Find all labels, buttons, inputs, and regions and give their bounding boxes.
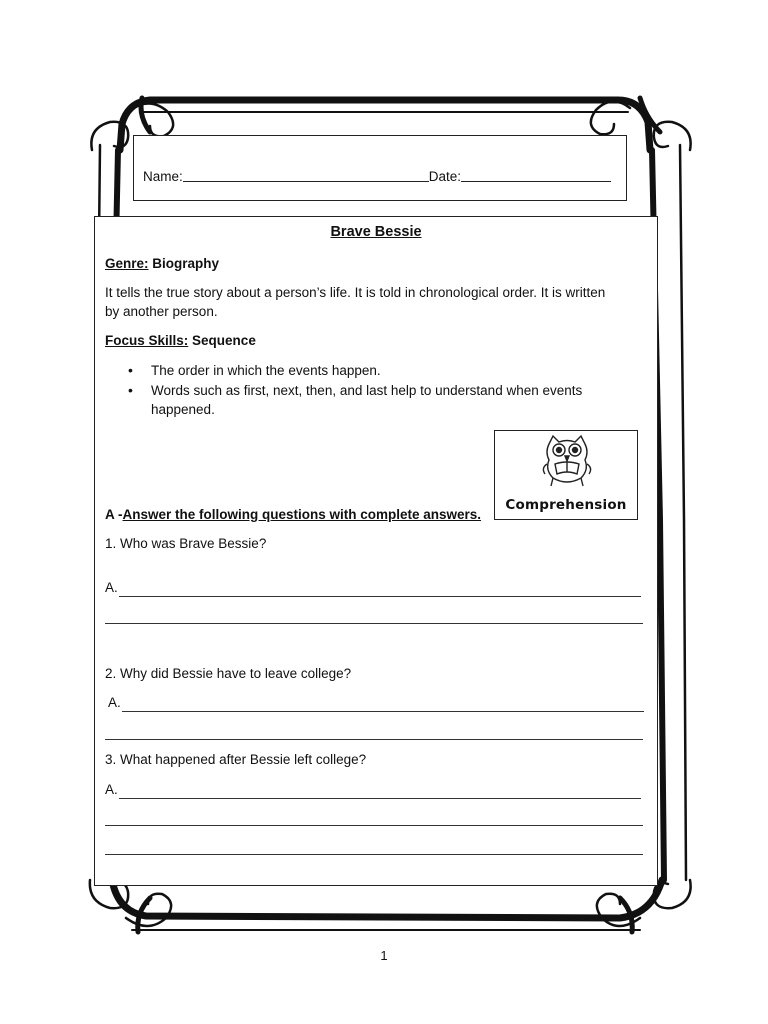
bullet-item-1: The order in which the events happen. (151, 363, 381, 378)
bullet-item-2-cont: happened. (151, 402, 215, 417)
section-a-instruction: Answer the following questions with complete answers. (122, 507, 482, 522)
focus-value: Sequence (192, 333, 256, 348)
bullet-item-2: Words such as first, next, then, and last help to understand when events (151, 383, 583, 398)
answer-1-line-2[interactable] (105, 623, 643, 624)
bullet-dot-1: • (128, 362, 133, 378)
page-number: 1 (380, 948, 388, 963)
comprehension-label: Comprehension (505, 497, 627, 513)
bullet-dot-2: • (128, 382, 133, 398)
answer-1-label: A. (105, 580, 118, 595)
worksheet-content (94, 216, 658, 886)
genre-value: Biography (152, 256, 220, 271)
name-label: Name: (143, 169, 183, 184)
section-a-prefix: A - (105, 507, 123, 522)
answer-3-line-1[interactable] (119, 798, 641, 799)
focus-row (105, 333, 256, 348)
genre-row (105, 256, 219, 271)
answer-3-line-3[interactable] (105, 854, 643, 855)
page-title: Brave Bessie (330, 224, 422, 240)
section-a-heading (105, 507, 481, 522)
answer-3-line-2[interactable] (105, 825, 643, 826)
question-3: 3. What happened after Bessie left college? (105, 752, 367, 767)
date-label: Date: (428, 169, 462, 184)
name-date-row (143, 169, 611, 184)
focus-label: Focus Skills: (105, 333, 189, 348)
date-blank[interactable] (461, 169, 611, 182)
question-1: 1. Who was Brave Bessie? (105, 536, 267, 551)
genre-label: Genre: (105, 256, 149, 271)
question-2: 2. Why did Bessie have to leave college? (105, 666, 352, 681)
answer-2-line-2[interactable] (105, 739, 643, 740)
answer-2-line-1[interactable] (122, 711, 644, 712)
name-date-box (133, 135, 627, 201)
answer-3-label: A. (105, 782, 118, 797)
answer-2-label: A. (108, 695, 121, 710)
owl-reading-icon (539, 434, 595, 490)
name-blank[interactable] (183, 169, 429, 182)
answer-1-line-1[interactable] (119, 596, 641, 597)
comprehension-badge (494, 430, 638, 520)
genre-description-line1: It tells the true story about a person’s life. It is told in chronological order. It is written (105, 285, 606, 300)
genre-description-line2: by another person. (105, 304, 218, 319)
